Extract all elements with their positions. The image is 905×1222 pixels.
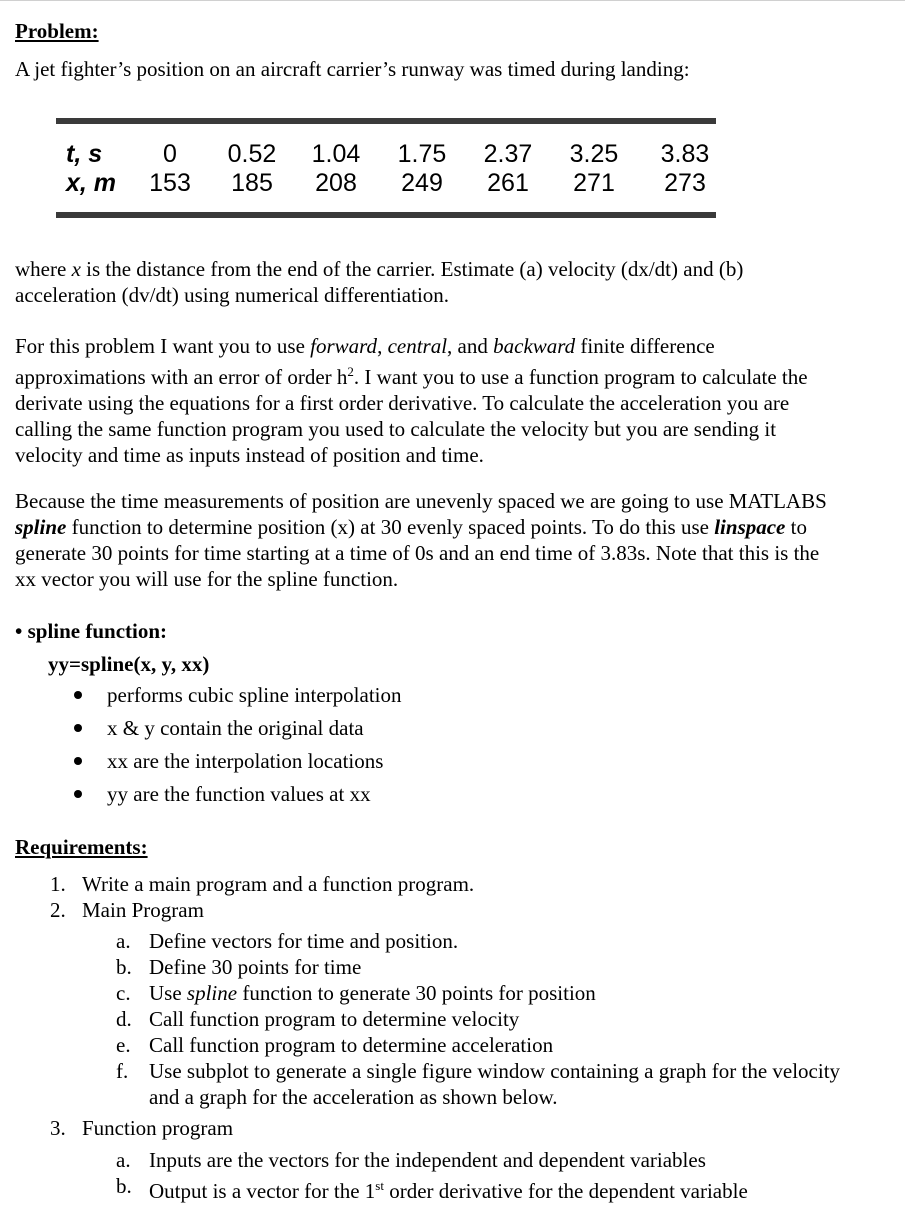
list-number: e.: [116, 1033, 131, 1057]
list-item: Call function program to determine acceleration: [149, 1033, 554, 1057]
text: backward: [493, 334, 576, 358]
text: is the distance from the end of the carrier. Estimate (a) velocity (dx/dt) and (b): [80, 257, 744, 281]
text: spline: [15, 515, 67, 539]
table-cell: 153: [149, 169, 191, 197]
text: Output is a vector for the 1: [149, 1179, 376, 1203]
text: spline: [186, 981, 238, 1005]
text: st: [375, 1178, 384, 1193]
list-number: d.: [116, 1007, 132, 1031]
list-number: f.: [116, 1059, 129, 1083]
paragraph-definition: [15, 256, 895, 308]
requirements-heading: Requirements:: [15, 835, 148, 859]
text: approximations with an error of order h: [15, 365, 348, 389]
list-number: 2.: [50, 898, 66, 922]
list-item: Main Program: [82, 898, 204, 922]
table-cell: 271: [573, 169, 615, 197]
text: to: [785, 515, 807, 539]
table-header-x: x, m: [66, 169, 117, 197]
text: 2: [347, 364, 354, 379]
spline-bullet: performs cubic spline interpolation: [107, 683, 402, 707]
spline-heading: • spline function:: [15, 619, 168, 643]
list-item-continuation: and a graph for the acceleration as shown below.: [149, 1085, 558, 1109]
paragraph-instructions: [15, 333, 895, 468]
text: function to determine position (x) at 30 evenly spaced points. To do this use: [66, 515, 715, 539]
spline-bullet: yy are the function values at xx: [107, 782, 371, 806]
text: . I want you to use a function program to calculate the: [353, 365, 808, 389]
text: For this problem I want you to use: [15, 334, 311, 358]
list-number: a.: [116, 1148, 131, 1172]
list-item: [149, 980, 596, 1006]
spline-bullet: x & y contain the original data: [107, 716, 364, 740]
table-cell: 208: [315, 169, 357, 197]
table-cell: 2.37: [483, 140, 533, 168]
table-cell: 1.04: [311, 140, 361, 168]
table-cell: 3.25: [569, 140, 619, 168]
text: order derivative for the dependent variable: [383, 1179, 748, 1203]
list-item: [149, 1173, 748, 1204]
table-cell: 3.83: [660, 140, 710, 168]
spline-signature: yy=spline(x, y, xx): [48, 652, 210, 676]
list-item: Call function program to determine velocity: [149, 1007, 520, 1031]
list-number: b.: [116, 1174, 132, 1198]
text: linspace: [714, 515, 786, 539]
spline-bullet: xx are the interpolation locations: [107, 749, 384, 773]
text: xx vector you will use for the spline function.: [15, 567, 399, 591]
bullet-dot: [74, 790, 82, 798]
text: , and: [447, 334, 494, 358]
list-number: 1.: [50, 872, 66, 896]
bullet-dot: [74, 724, 82, 732]
bullet-dot: [74, 691, 82, 699]
paragraph-spline: [15, 488, 895, 592]
bullet-dot: [74, 757, 82, 765]
list-number: 3.: [50, 1116, 66, 1140]
problem-heading: Problem:: [15, 19, 99, 43]
table-bottom-rule: [56, 212, 716, 218]
table-cell: 185: [231, 169, 273, 197]
text: function to generate 30 points for position: [237, 981, 596, 1005]
page-top-border: [0, 0, 905, 1]
table-cell: 261: [487, 169, 529, 197]
table-cell: 1.75: [397, 140, 447, 168]
list-item: Inputs are the vectors for the independent and dependent variables: [149, 1148, 706, 1172]
table-cell: 249: [401, 169, 443, 197]
text: x: [71, 257, 81, 281]
text: acceleration (dv/dt) using numerical differentiation.: [15, 283, 450, 307]
text: forward: [310, 334, 378, 358]
text: central: [387, 334, 448, 358]
text: velocity and time as inputs instead of position and time.: [15, 443, 484, 467]
list-item: Function program: [82, 1116, 234, 1140]
text: generate 30 points for time starting at a time of 0s and an end time of 3.83s. Note that this is the: [15, 541, 820, 565]
list-item: Define 30 points for time: [149, 955, 362, 979]
text: Because the time measurements of position are unevenly spaced we are going to use MATLABS: [15, 489, 827, 513]
text: where: [15, 257, 72, 281]
table-header-t: t, s: [66, 140, 103, 168]
text: derivate using the equations for a first order derivative. To calculate the acceleration you are: [15, 391, 790, 415]
text: Use: [149, 981, 187, 1005]
list-number: a.: [116, 929, 131, 953]
text: finite difference: [575, 334, 715, 358]
table-cell: 0: [163, 140, 177, 168]
table-cell: 273: [664, 169, 706, 197]
list-item: Write a main program and a function program.: [82, 872, 475, 896]
intro-text: A jet fighter’s position on an aircraft carrier’s runway was timed during landing:: [15, 57, 690, 81]
list-item: Use subplot to generate a single figure window containing a graph for the velocity: [149, 1059, 841, 1083]
list-number: c.: [116, 981, 131, 1005]
text: ,: [377, 334, 388, 358]
table-top-rule: [56, 118, 716, 124]
text: calling the same function program you used to calculate the velocity but you are sending it: [15, 417, 777, 441]
table-cell: 0.52: [227, 140, 277, 168]
list-number: b.: [116, 955, 132, 979]
list-item: Define vectors for time and position.: [149, 929, 459, 953]
